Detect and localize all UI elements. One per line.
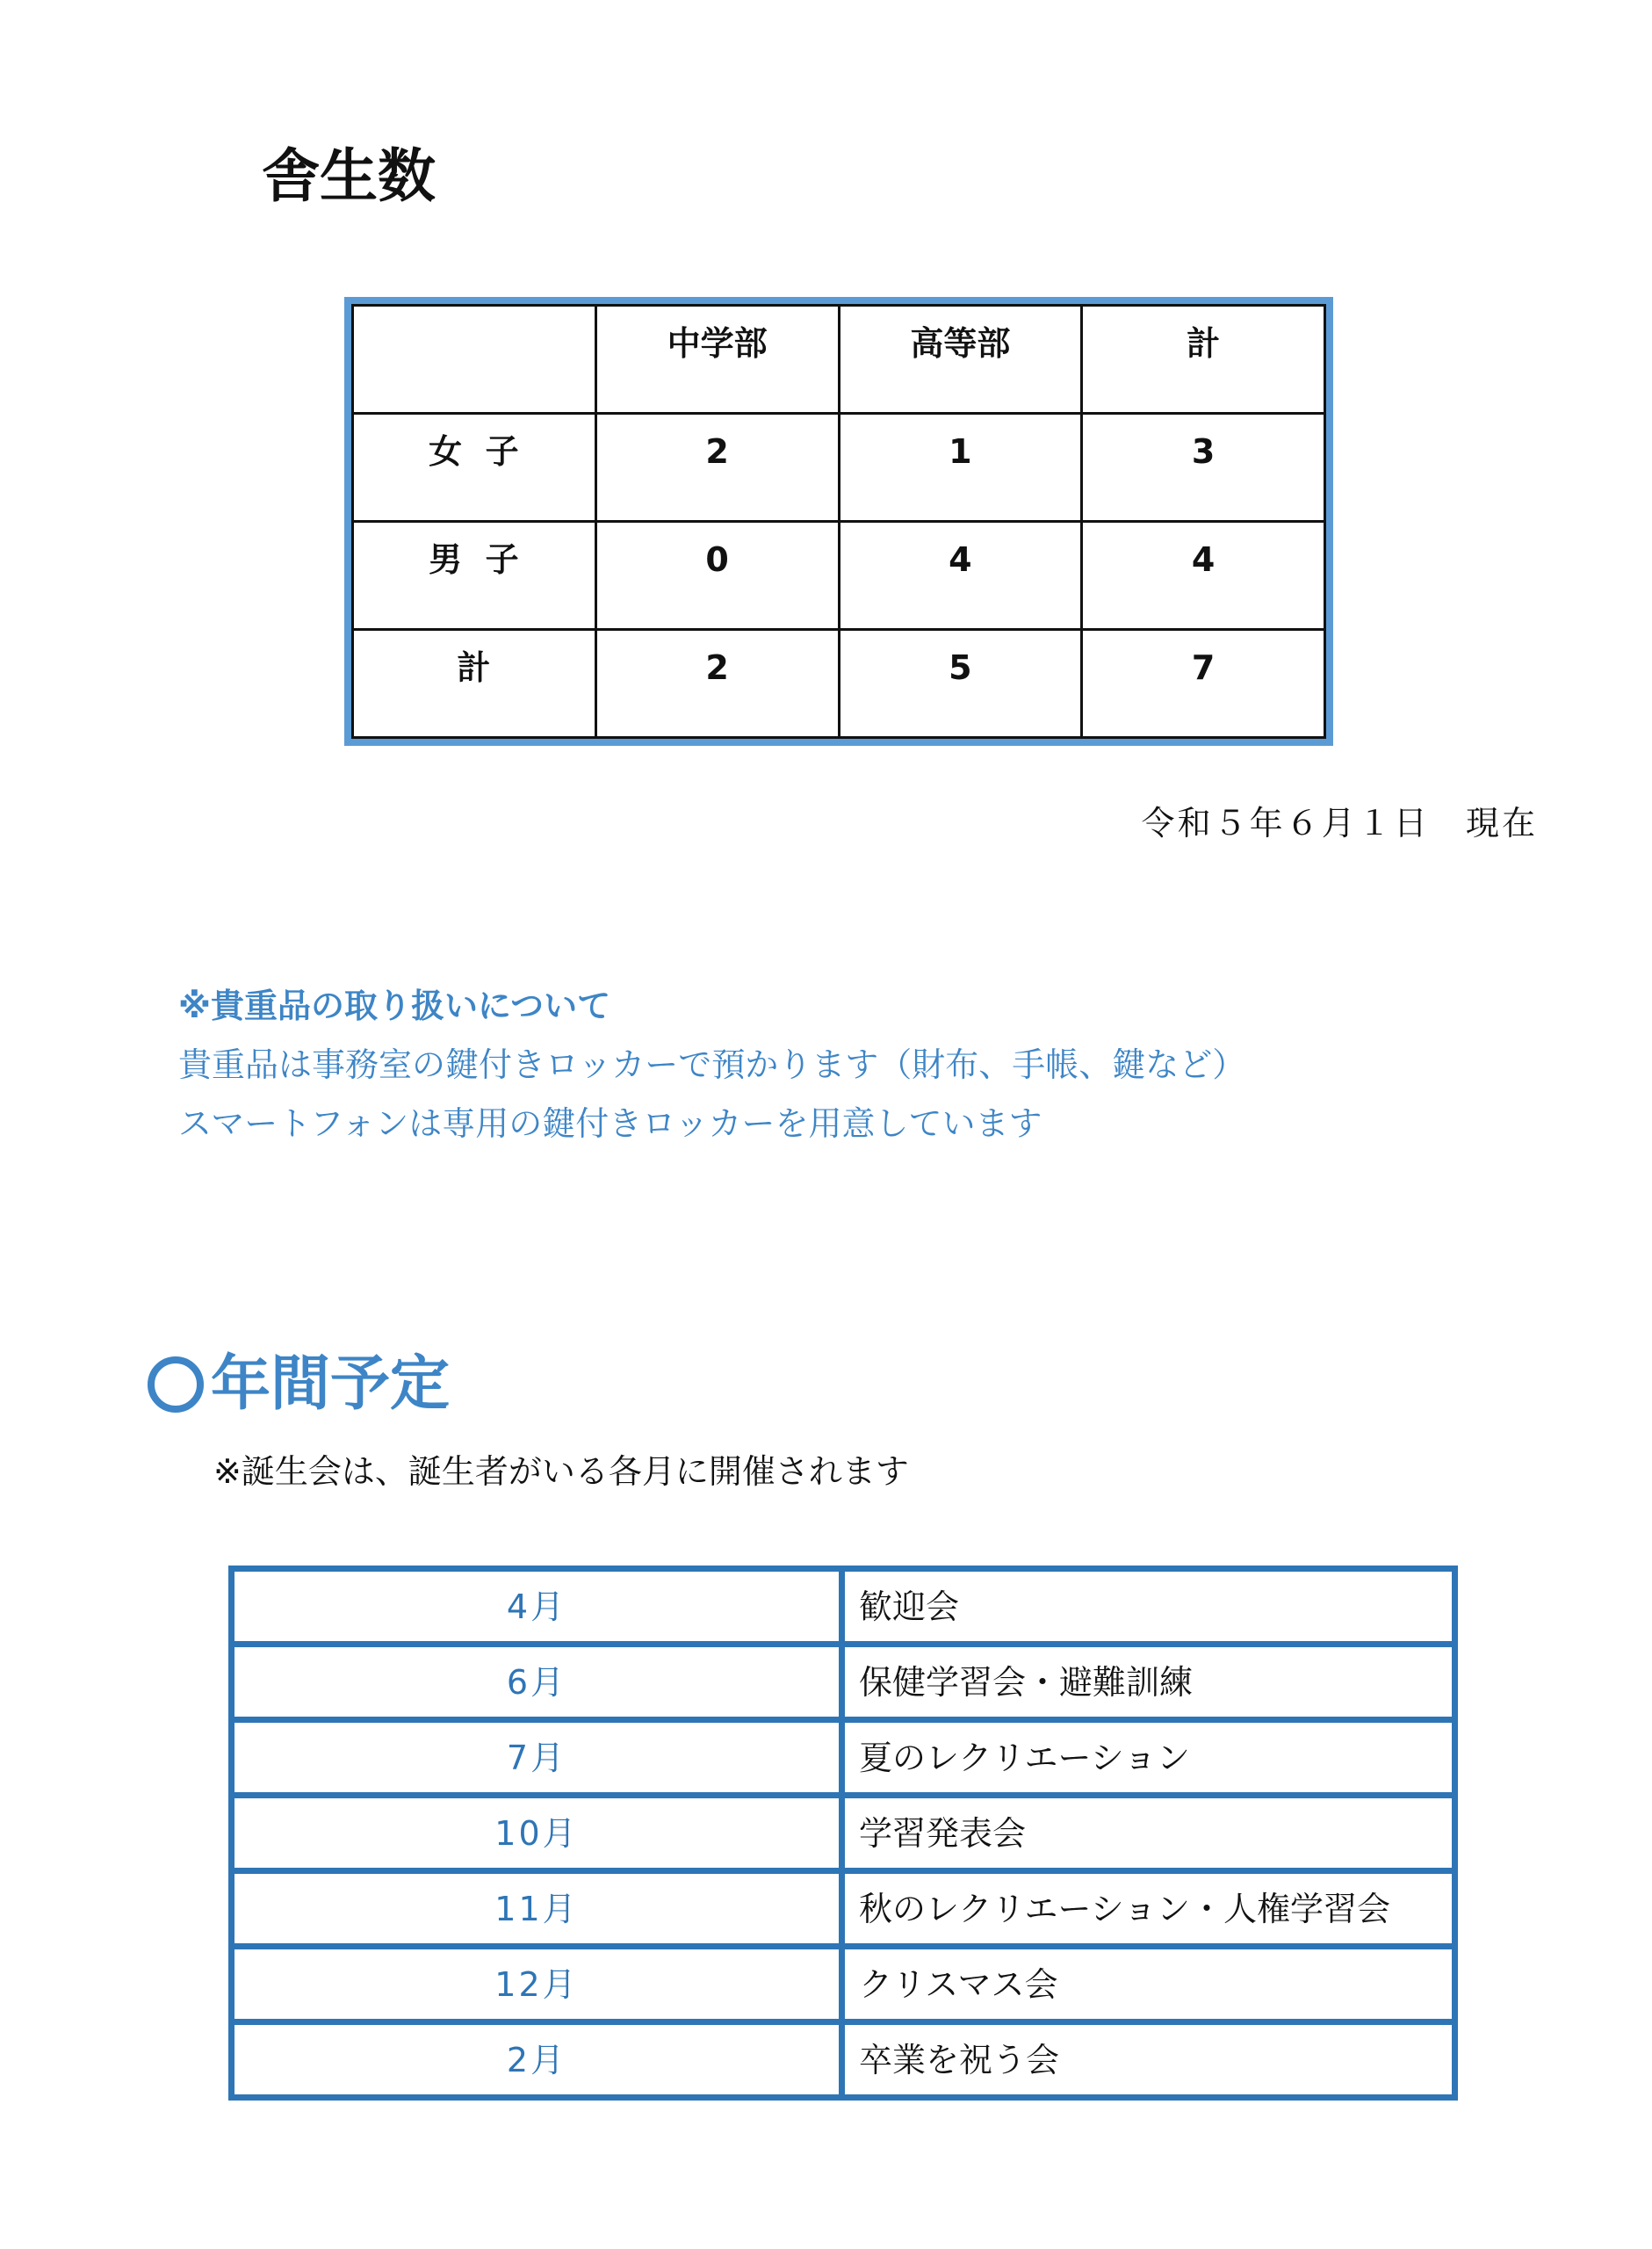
schedule-event: クリスマス会: [842, 1947, 1455, 2022]
table-row: [232, 2022, 1455, 2098]
girls-high-count: 1: [839, 414, 1082, 522]
boys-high-count: 4: [839, 522, 1082, 630]
table-row-boys: [353, 522, 1325, 630]
schedule-event: 学習発表会: [842, 1796, 1455, 1871]
schedule-month: 4月: [232, 1569, 842, 1645]
circle-bullet-icon: [148, 1356, 204, 1413]
table-row-total: [353, 630, 1325, 738]
table-row: [232, 1947, 1455, 2022]
annual-schedule-heading: [148, 1349, 451, 1419]
row-label-girls: 女子: [353, 414, 596, 522]
annual-schedule-table: [228, 1566, 1458, 2101]
notice-heading: ※貴重品の取り扱いについて: [178, 987, 611, 1025]
table-row: [232, 1720, 1455, 1796]
girls-middle-count: 2: [595, 414, 839, 522]
table-row-girls: [353, 414, 1325, 522]
schedule-event: 夏のレクリエーション: [842, 1720, 1455, 1796]
dorm-count-title: 舎生数: [262, 142, 436, 210]
valuables-notice: [178, 977, 1245, 1153]
schedule-month: 7月: [232, 1720, 842, 1796]
schedule-event: 歓迎会: [842, 1569, 1455, 1645]
column-header-high-school: 高等部: [839, 306, 1082, 414]
row-label-total: 計: [353, 630, 596, 738]
table-corner-cell: [353, 306, 596, 414]
schedule-month: 2月: [232, 2022, 842, 2098]
girls-total-count: 3: [1082, 414, 1325, 522]
boys-total-count: 4: [1082, 522, 1325, 630]
column-header-total: 計: [1082, 306, 1325, 414]
as-of-date: 令和５年６月１日 現在: [1141, 804, 1538, 842]
annual-schedule-title: 年間予定: [211, 1349, 451, 1419]
table-row: [232, 1796, 1455, 1871]
table-header-row: [353, 306, 1325, 414]
birthday-party-note: ※誕生会は、誕生者がいる各月に開催されます: [213, 1452, 909, 1491]
dorm-count-table: [351, 304, 1326, 739]
schedule-event: 保健学習会・避難訓練: [842, 1645, 1455, 1720]
column-header-middle-school: 中学部: [595, 306, 839, 414]
row-label-boys: 男子: [353, 522, 596, 630]
table-row: [232, 1569, 1455, 1645]
schedule-month: 11月: [232, 1871, 842, 1947]
total-middle-count: 2: [595, 630, 839, 738]
notice-line: スマートフォンは専用の鍵付きロッカーを用意しています: [178, 1104, 1042, 1143]
schedule-month: 6月: [232, 1645, 842, 1720]
schedule-month: 10月: [232, 1796, 842, 1871]
boys-middle-count: 0: [595, 522, 839, 630]
schedule-month: 12月: [232, 1947, 842, 2022]
total-high-count: 5: [839, 630, 1082, 738]
notice-line: 貴重品は事務室の鍵付きロッカーで預かります（財布、手帳、鍵など）: [178, 1045, 1246, 1084]
table-row: [232, 1645, 1455, 1720]
table-row: [232, 1871, 1455, 1947]
schedule-event: 秋のレクリエーション・人権学習会: [842, 1871, 1455, 1947]
schedule-event: 卒業を祝う会: [842, 2022, 1455, 2098]
grand-total-count: 7: [1082, 630, 1325, 738]
